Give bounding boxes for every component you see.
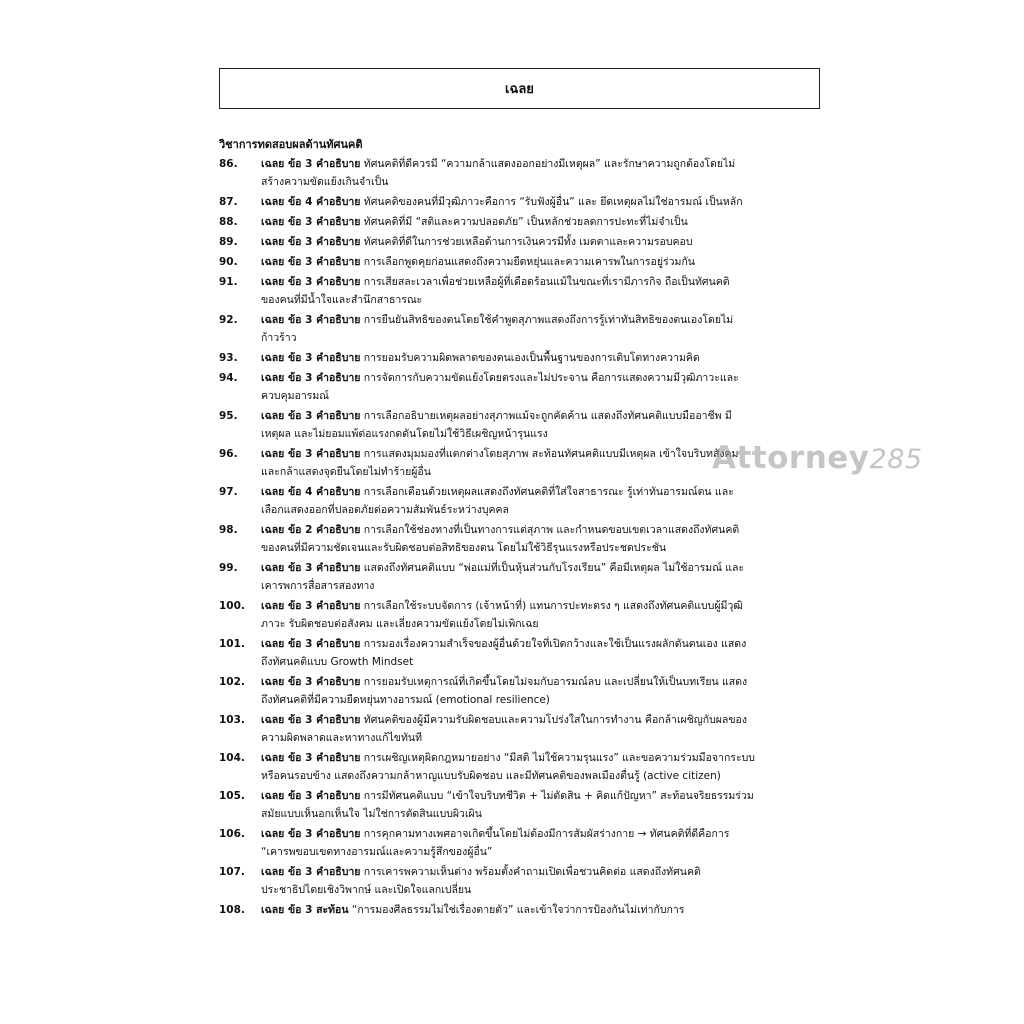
answer-body [261, 483, 824, 519]
answer-text: การเลือกอธิบายเหตุผลอย่างสุภาพแม้จะถูกคัดค้าน แสดงถึงทัศนคติแบบมืออาชีพ มี [363, 410, 732, 422]
answer-line [261, 273, 824, 291]
answer-key-header [219, 68, 820, 109]
answer-lead: เฉลย ข้อ 3 คำอธิบาย [261, 352, 361, 364]
answer-item [219, 233, 824, 251]
answer-body [261, 445, 824, 481]
answer-text: ภาวะ รับผิดชอบต่อสังคม และเลี่ยงความขัดแย้งโดยไม่เพิกเฉย [261, 618, 539, 630]
answer-item [219, 349, 824, 367]
answer-lead: เฉลย ข้อ 3 คำอธิบาย [261, 714, 361, 726]
answer-number: 86. [219, 158, 238, 170]
answer-text: ควบคุมอารมณ์ [261, 390, 330, 402]
answer-line [261, 863, 824, 881]
answer-text: สมัยแบบเห็นอกเห็นใจ ไม่ใช่การตัดสินแบบผิวเผิน [261, 808, 482, 820]
answer-item [219, 407, 824, 443]
header-title: เฉลย [505, 82, 534, 97]
answer-line [261, 291, 824, 309]
answer-lead: เฉลย ข้อ 2 คำอธิบาย [261, 524, 361, 536]
answer-body [261, 193, 824, 211]
answer-item [219, 521, 824, 557]
answer-line [261, 329, 824, 347]
answer-text: ก้าวร้าว [261, 332, 297, 344]
answer-body [261, 749, 824, 785]
answer-body [261, 253, 824, 271]
answer-lead: เฉลย ข้อ 4 คำอธิบาย [261, 486, 361, 498]
answer-line [261, 173, 824, 191]
answer-text: การแสดงมุมมองที่แตกต่างโดยสุภาพ สะท้อนทัศนคติแบบมีเหตุผล เข้าใจบริบทสังคม [363, 448, 739, 460]
answer-number: 89. [219, 236, 238, 248]
answer-number: 100. [219, 600, 245, 612]
answer-body [261, 901, 824, 919]
answer-text: สร้างความขัดแย้งเกินจำเป็น [261, 176, 389, 188]
answer-body [261, 407, 824, 443]
answer-text: ถึงทัศนคติที่มีความยืดหยุ่นทางอารมณ์ (emotional resilience) [261, 694, 550, 706]
answer-body [261, 369, 824, 405]
answer-lead: เฉลย ข้อ 3 คำอธิบาย [261, 638, 361, 650]
answer-text: ทัศนคติที่ดีในการช่วยเหลือด้านการเงินควรมีทั้ง เมตตาและความรอบคอบ [363, 236, 693, 248]
answer-line [261, 407, 824, 425]
answer-item [219, 155, 824, 191]
answer-body [261, 273, 824, 309]
answer-text: การเลือกพูดคุยก่อนแสดงถึงความยืดหยุ่นและความเคารพในการอยู่ร่วมกัน [363, 256, 695, 268]
answer-text: ความผิดพลาดและหาทางแก้ไขทันที [261, 732, 422, 744]
answer-item [219, 863, 824, 899]
answer-text: “เคารพขอบเขตทางอารมณ์และความรู้สึกของผู้อื่น” [261, 846, 493, 858]
answer-number: 98. [219, 524, 238, 536]
answer-text: การเลือกใช้ช่องทางที่เป็นทางการแต่สุภาพ และกำหนดขอบเขตเวลาแสดงถึงทัศนคติ [363, 524, 740, 536]
answer-line [261, 901, 824, 919]
answer-number: 90. [219, 256, 238, 268]
answer-body [261, 233, 824, 251]
answer-body [261, 635, 824, 671]
answer-body [261, 711, 824, 747]
answer-line [261, 825, 824, 843]
answer-text: การเลือกใช้ระบบจัดการ (เจ้าหน้าที่) แทนการปะทะตรง ๆ แสดงถึงทัศนคติแบบผู้มีวุฒิ [363, 600, 743, 612]
answer-text: ของคนที่มีความชัดเจนและรับผิดชอบต่อสิทธิของตน โดยไม่ใช้วิธีรุนแรงหรือประชดประชัน [261, 542, 667, 554]
answer-item [219, 213, 824, 231]
answer-item [219, 711, 824, 747]
answer-line [261, 805, 824, 823]
answer-line [261, 559, 824, 577]
answer-number: 101. [219, 638, 245, 650]
answer-line [261, 193, 824, 211]
answer-item [219, 253, 824, 271]
answer-line [261, 691, 824, 709]
answer-text: ของคนที่มีน้ำใจและสำนึกสาธารณะ [261, 294, 423, 306]
answer-lead: เฉลย ข้อ 3 คำอธิบาย [261, 866, 361, 878]
answer-line [261, 501, 824, 519]
answer-line [261, 155, 824, 173]
answer-lead: เฉลย ข้อ 3 คำอธิบาย [261, 314, 361, 326]
answer-text: ถึงทัศนคติแบบ Growth Mindset [261, 656, 414, 668]
answer-body [261, 155, 824, 191]
answer-text: ทัศนคติที่มี “สติและความปลอดภัย” เป็นหลักช่วยลดการปะทะที่ไม่จำเป็น [363, 216, 688, 228]
answer-text: แสดงถึงทัศนคติแบบ “พ่อแม่ที่เป็นหุ้นส่วนกับโรงเรียน” คือมีเหตุผล ไม่ใช้อารมณ์ และ [363, 562, 745, 574]
answer-number: 103. [219, 714, 245, 726]
answer-number: 104. [219, 752, 245, 764]
answer-number: 102. [219, 676, 245, 688]
answer-text: ทัศนคติของผู้มีความรับผิดชอบและความโปร่งใสในการทำงาน คือกล้าเผชิญกับผลของ [363, 714, 747, 726]
answer-line [261, 483, 824, 501]
answer-text: การยอมรับความผิดพลาดของตนเองเป็นพื้นฐานของการเติบโตทางความคิด [363, 352, 700, 364]
answer-number: 99. [219, 562, 238, 574]
answer-lead: เฉลย ข้อ 3 คำอธิบาย [261, 410, 361, 422]
answer-line [261, 253, 824, 271]
answer-body [261, 311, 824, 347]
answer-number: 95. [219, 410, 238, 422]
answer-line [261, 387, 824, 405]
answer-line [261, 653, 824, 671]
answer-text: “การมองศีลธรรมไม่ใช่เรื่องตายตัว” และเข้าใจว่าการป้องกันไม่เท่ากับการ [351, 904, 685, 916]
answer-lead: เฉลย ข้อ 3 คำอธิบาย [261, 562, 361, 574]
watermark-digits: 285 [869, 444, 923, 475]
answer-text: การเคารพความเห็นต่าง พร้อมตั้งคำถามเปิดเพื่อชวนคิดต่อ แสดงถึงทัศนคติ [363, 866, 701, 878]
answer-text: และกล้าแสดงจุดยืนโดยไม่ทำร้ายผู้อื่น [261, 466, 431, 478]
answer-line [261, 349, 824, 367]
answer-number: 93. [219, 352, 238, 364]
section-title: วิชาการทดสอบผลด้านทัศนคติ [219, 138, 363, 151]
answer-number: 87. [219, 196, 238, 208]
answer-lead: เฉลย ข้อ 3 คำอธิบาย [261, 828, 361, 840]
answer-line [261, 213, 824, 231]
answer-text: การเสียสละเวลาเพื่อช่วยเหลือผู้ที่เดือดร้อนแม้ในขณะที่เรามีภารกิจ ถือเป็นทัศนคติ [363, 276, 730, 288]
answer-body [261, 559, 824, 595]
answer-body [261, 863, 824, 899]
answer-item [219, 559, 824, 595]
answer-text: เลือกแสดงออกที่ปลอดภัยต่อความสัมพันธ์ระหว่างบุคคล [261, 504, 509, 516]
answer-text: เหตุผล และไม่ยอมแพ้ต่อแรงกดดันโดยไม่ใช้วิธีเผชิญหน้ารุนแรง [261, 428, 548, 440]
answer-text: ทัศนคติที่ดีควรมี “ความกล้าแสดงออกอย่างมีเหตุผล” และรักษาความถูกต้องโดยไม่ [363, 158, 736, 170]
answer-line [261, 445, 824, 463]
answer-line [261, 749, 824, 767]
answer-text: การยอมรับเหตุการณ์ที่เกิดขึ้นโดยไม่จมกับอารมณ์ลบ และเปลี่ยนให้เป็นบทเรียน แสดง [363, 676, 748, 688]
answer-item [219, 273, 824, 309]
answer-line [261, 635, 824, 653]
answer-line [261, 539, 824, 557]
answer-body [261, 349, 824, 367]
answer-text: ประชาธิปไตยเชิงวิพากษ์ และเปิดใจแลกเปลี่ยน [261, 884, 472, 896]
answer-line [261, 597, 824, 615]
answer-line [261, 463, 824, 481]
answer-line [261, 521, 824, 539]
answer-line [261, 881, 824, 899]
answer-item [219, 445, 824, 481]
answer-number: 108. [219, 904, 245, 916]
answer-item [219, 193, 824, 211]
answer-number: 97. [219, 486, 238, 498]
answer-number: 88. [219, 216, 238, 228]
watermark-text: Attorney [712, 440, 870, 476]
answer-number: 94. [219, 372, 238, 384]
answer-lead: เฉลย ข้อ 3 คำอธิบาย [261, 600, 361, 612]
answer-line [261, 787, 824, 805]
answer-lead: เฉลย ข้อ 4 คำอธิบาย [261, 196, 361, 208]
answer-text: เคารพการสื่อสารสองทาง [261, 580, 375, 592]
answer-line [261, 843, 824, 861]
answer-item [219, 369, 824, 405]
answer-item [219, 787, 824, 823]
answer-lead: เฉลย ข้อ 3 คำอธิบาย [261, 790, 361, 802]
answer-line [261, 425, 824, 443]
answer-text: การคุกคามทางเพศอาจเกิดขึ้นโดยไม่ต้องมีการสัมผัสร่างกาย → ทัศนคติที่ดีคือการ [363, 828, 730, 840]
answer-line [261, 577, 824, 595]
answer-lead: เฉลย ข้อ 3 คำอธิบาย [261, 372, 361, 384]
answer-lead: เฉลย ข้อ 3 คำอธิบาย [261, 256, 361, 268]
answer-lead: เฉลย ข้อ 3 คำอธิบาย [261, 448, 361, 460]
answer-item [219, 597, 824, 633]
answer-item [219, 825, 824, 861]
answer-item [219, 311, 824, 347]
answer-line [261, 311, 824, 329]
answer-lead: เฉลย ข้อ 3 คำอธิบาย [261, 216, 361, 228]
answer-lead: เฉลย ข้อ 3 สะท้อน [261, 904, 349, 916]
answer-line [261, 767, 824, 785]
answer-text: การจัดการกับความขัดแย้งโดยตรงและไม่ประจาน คือการแสดงความมีวุฒิภาวะและ [363, 372, 739, 384]
answer-number: 105. [219, 790, 245, 802]
answer-number: 91. [219, 276, 238, 288]
answer-item [219, 673, 824, 709]
answer-item [219, 635, 824, 671]
answer-item [219, 901, 824, 919]
answer-lead: เฉลย ข้อ 3 คำอธิบาย [261, 276, 361, 288]
answer-number: 96. [219, 448, 238, 460]
answer-line [261, 369, 824, 387]
answer-body [261, 521, 824, 557]
answer-text: การมองเรื่องความสำเร็จของผู้อื่นด้วยใจที่เปิดกว้างและใช้เป็นแรงผลักดันตนเอง แสดง [363, 638, 747, 650]
answer-item [219, 483, 824, 519]
answer-text: ทัศนคติของคนที่มีวุฒิภาวะคือการ “รับฟังผู้อื่น” และ ยึดเหตุผลไม่ใช่อารมณ์ เป็นหลัก [363, 196, 743, 208]
answer-text: การเลือกเตือนด้วยเหตุผลแสดงถึงทัศนคติที่ใส่ใจสาธารณะ รู้เท่าทันอารมณ์ตน และ [363, 486, 734, 498]
answer-text: การมีทัศนคติแบบ “เข้าใจบริบทชีวิต + ไม่ตัดสิน + คิดแก้ปัญหา” สะท้อนจริยธรรมร่วม [363, 790, 754, 802]
answer-number: 106. [219, 828, 245, 840]
answer-body [261, 787, 824, 823]
answer-number: 92. [219, 314, 238, 326]
answer-line [261, 729, 824, 747]
answer-line [261, 673, 824, 691]
answer-number: 107. [219, 866, 245, 878]
answer-lead: เฉลย ข้อ 3 คำอธิบาย [261, 158, 361, 170]
answer-body [261, 825, 824, 861]
answer-body [261, 213, 824, 231]
answer-body [261, 597, 824, 633]
answer-lead: เฉลย ข้อ 3 คำอธิบาย [261, 236, 361, 248]
answer-line [261, 233, 824, 251]
answer-item [219, 749, 824, 785]
answer-lead: เฉลย ข้อ 3 คำอธิบาย [261, 676, 361, 688]
answer-text: การเผชิญเหตุผิดกฎหมายอย่าง “มีสติ ไม่ใช้ความรุนแรง” และขอความร่วมมือจากระบบ [363, 752, 755, 764]
answer-text: หรือคนรอบข้าง แสดงถึงความกล้าหาญแบบรับผิดชอบ และมีทัศนคติของพลเมืองตื่นรู้ (active citizen) [261, 770, 721, 782]
answer-lead: เฉลย ข้อ 3 คำอธิบาย [261, 752, 361, 764]
answer-list [219, 155, 824, 921]
answer-line [261, 711, 824, 729]
answer-body [261, 673, 824, 709]
answer-text: การยืนยันสิทธิของตนโดยใช้คำพูดสุภาพแสดงถึงการรู้เท่าทันสิทธิของตนเองโดยไม่ [363, 314, 734, 326]
answer-line [261, 615, 824, 633]
